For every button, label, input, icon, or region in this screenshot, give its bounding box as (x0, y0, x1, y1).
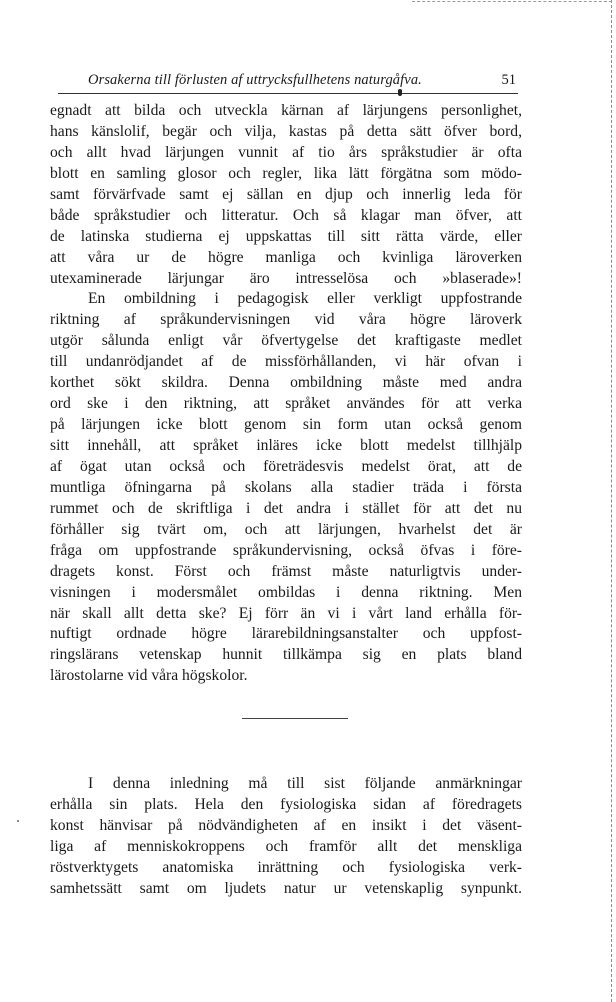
text-line: visningen i modersmålet ombildas i denna riktning. Men (50, 583, 522, 601)
text-line: samhetssätt samt om ljudets natur ur vetenskaplig synpunkt. (50, 879, 522, 897)
text-line: I denna inledning må till sist följande anmärkningar (88, 775, 522, 792)
text-line: af ögat utan också och företrädesvis medelst örat, att de (50, 457, 522, 475)
text-line: nuftigt ordnade högre lärarebildningsanstalter och uppfost- (50, 625, 522, 643)
text-line: utexaminerade lärjungar äro intresselösa och »blaserade»! (50, 269, 522, 287)
running-head (58, 72, 518, 94)
main-text (50, 101, 522, 687)
paragraph-2 (50, 289, 522, 687)
rule-ornament (398, 89, 402, 96)
text-line: muntliga öfningarna på skolans alla stadier träda i första (50, 478, 522, 496)
section-text (50, 774, 522, 900)
section-divider (242, 718, 348, 719)
text-line: de latinska studierna ej uppskattas till sitt rätta värde, eller (50, 227, 522, 245)
text-line: när skall allt detta ske? Ej förr än vi i vårt land erhålla för- (50, 604, 522, 622)
text-line: till undanrödjandet af de missförhållanden, vi här ofvan i (50, 353, 522, 371)
text-line: röstverktygets anatomiska inrättning och fysiologiska verk- (50, 858, 522, 876)
text-line: erhålla sin plats. Hela den fysiologiska sidan af föredragets (50, 795, 522, 813)
text-line: konst hänvisar på nödvändigheten af en insikt i det väsent- (50, 816, 522, 834)
text-line: blott en samling glosor och regler, lika lätt förgätna som mödo- (50, 164, 522, 182)
page-edge-top-line (412, 1, 612, 2)
text-line: dragets konst. Först och främst måste naturligtvis under- (50, 562, 522, 580)
page-number: 51 (501, 72, 516, 88)
paper-speck (17, 820, 19, 822)
text-line: egnadt att bilda och utveckla kärnan af lärjungens personlighet, (50, 102, 522, 119)
text-line: förhåller sig tvärt om, och att lärjungen, hvarhelst det är (50, 520, 522, 538)
page-edge-line (611, 0, 612, 1002)
text-line: sitt innehåll, att språket inläres icke blott medelst tillhjälp (50, 437, 522, 454)
text-line: lärostolarne vid våra högskolor. (50, 667, 248, 685)
text-line: En ombildning i pedagogisk eller verkligt uppfostrande (88, 290, 522, 308)
text-line: korthet sökt skildra. Denna ombildning måste med andra (50, 374, 522, 392)
header-rule (58, 93, 518, 94)
text-line: att våra ur de högre manliga och kvinliga läroverken (50, 248, 522, 266)
text-line: ringslärans vetenskap hunnit tillkämpa sig en plats bland (50, 646, 522, 664)
text-line: fråga om uppfostrande språkundervisning, också öfvas i före- (50, 541, 522, 559)
paragraph-1 (50, 101, 522, 289)
text-line: utgör sålunda enligt vår öfvertygelse det kraftigaste medlet (50, 332, 522, 350)
paragraph-3 (50, 774, 522, 900)
text-line: liga af menniskokroppens och framför allt det menskliga (50, 837, 522, 855)
text-line: ord ske i den riktning, att språket användes för att verka (50, 395, 522, 413)
text-line: både språkstudier och litteratur. Och så klagar man öfver, att (50, 206, 522, 224)
running-title: Orsakerna till förlusten af uttrycksfullhetens naturgåfva. (88, 72, 422, 88)
text-line: riktning af språkundervisningen vid våra högre läroverk (50, 311, 522, 329)
text-line: rummet och de skriftliga i det andra i stället för att det nu (50, 499, 522, 517)
text-line: samt förvärfvade samt ej sällan en djup och innerlig leda för (50, 185, 522, 203)
text-line: på lärjungen icke blott genom sin form utan också genom (50, 416, 522, 434)
text-line: och allt hvad lärjungen vunnit af tio års språkstudier är ofta (50, 143, 522, 161)
text-line: hans känslolif, begär och vilja, kastas på detta sätt öfver bord, (50, 122, 522, 140)
